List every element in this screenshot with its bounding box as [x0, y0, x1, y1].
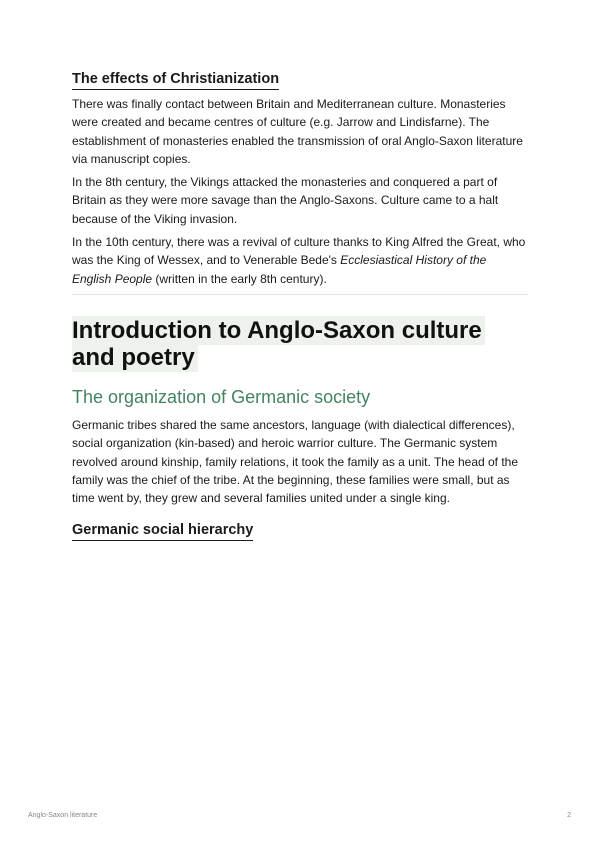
paragraph: In the 8th century, the Vikings attacked the monasteries and conquered a part of Britain as they were more savage than the Anglo-Saxons. Culture came to a halt because of the Viking invasion. [72, 175, 499, 226]
section-heading-christianization: The effects of Christianization [72, 71, 279, 90]
main-heading [72, 317, 528, 371]
section-heading-social-hierarchy: Germanic social hierarchy [72, 522, 253, 541]
section-christianization [72, 70, 528, 295]
paragraph-text: (written in the early 8th century). [152, 271, 327, 286]
paragraph: Germanic tribes shared the same ancestors, language (with dialectical differences), social organization (kin-based) and heroic warrior culture. The Germanic system revolved around kinship, family relations, it took the family as a unit. The head of the family was the chief of the tribe. At the beginning, these families were small, but as time went by, they grew and several families united under a single king. [72, 417, 519, 506]
paragraph-text: In the 10th century, there was a revival of culture thanks to King Alfred the Great, who was the King of Wessex, and to Venerable Bede's [72, 235, 526, 268]
paragraph: There was finally contact between Britain and Mediterranean culture. Monasteries were created and became centres of culture (e.g. Jarrow and Lindisfarne). The establishment of monasteries enabled the transmission of oral Anglo-Saxon literature via manuscript copies. [72, 97, 523, 166]
subheading-germanic-society: The organization of Germanic society [72, 386, 371, 407]
book-title: Ecclesiastical History of the English People [72, 253, 487, 286]
page-content [72, 70, 528, 541]
footer-title: Anglo-Saxon literature [28, 812, 98, 819]
paragraph-bede [72, 233, 528, 288]
section-social-hierarchy [72, 521, 528, 541]
section-germanic-society [72, 386, 528, 507]
page-number: 2 [567, 812, 571, 819]
main-heading-text: Introduction to Anglo-Saxon culture and poetry [72, 316, 485, 372]
divider [72, 294, 528, 295]
